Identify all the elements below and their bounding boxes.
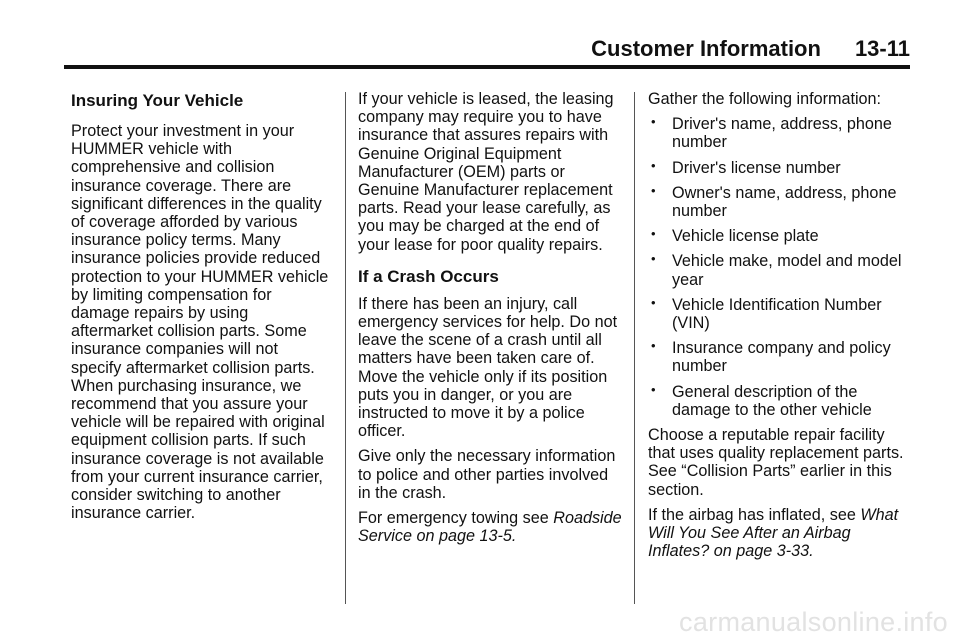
crash-paragraph: If there has been an injury, call emergency services for help. Do not leave the scene of a crash until all matters have been taken care of. Move the vehicle only if its position puts you in danger, or you are instructed to move it by a police officer.: [358, 294, 618, 441]
page-header: [64, 34, 910, 64]
list-item: • General description of the damage to the other vehicle: [648, 383, 913, 419]
towing-reference-link[interactable]: Roadside Service on page 13-5.: [358, 509, 622, 546]
information-list: [648, 115, 913, 419]
section-heading-crash: If a Crash Occurs: [358, 266, 499, 286]
repair-paragraph: Choose a reputable repair facility that uses quality replacement parts. See “Collision Parts” earlier in this section.: [648, 426, 904, 499]
airbag-paragraph: [648, 506, 913, 561]
towing-text: For emergency towing see: [358, 509, 549, 528]
airbag-text: If the airbag has inflated, see: [648, 505, 856, 524]
column-divider: [345, 92, 346, 604]
list-item: • Vehicle make, model and model year: [648, 252, 913, 288]
list-item: • Owner's name, address, phone number: [648, 184, 913, 220]
column-2: [358, 90, 623, 552]
column-1: [71, 90, 329, 529]
header-rule: [64, 65, 910, 69]
section-title: Customer Information: [591, 36, 821, 61]
list-item: • Vehicle license plate: [648, 227, 913, 245]
gather-intro: Gather the following information:: [648, 90, 882, 108]
list-item: • Vehicle Identification Number (VIN): [648, 296, 913, 332]
airbag-reference-link[interactable]: What Will You See After an Airbag Inflates? on page 3-33.: [648, 505, 899, 561]
info-paragraph: Give only the necessary information to police and other parties involved in the crash.: [358, 447, 616, 502]
list-item: • Driver's license number: [648, 159, 913, 177]
towing-paragraph: [358, 509, 623, 545]
section-heading-insuring: Insuring Your Vehicle: [71, 91, 244, 110]
lease-paragraph: If your vehicle is leased, the leasing company may require you to have insurance that assures repairs with Genuine Original Equipment Manufacturer (OEM) parts or Genuine Manufacturer replacement parts. Read your lease carefully, as you may be charged at the end of your lease for poor quality repairs.: [358, 90, 614, 254]
list-item: • Driver's name, address, phone number: [648, 115, 913, 151]
insurance-paragraph: Protect your investment in your HUMMER vehicle with comprehensive and collision insurance coverage. There are significant differences in the quality of coverage afforded by various insurance policy terms. Many insurance policies provide reduced protection to your HUMMER vehicle by limiting compensation for damage repairs by using aftermarket collision parts. Some insurance companies will not specify aftermarket collision parts. When purchasing insurance, we recommend that you assure your vehicle will be repaired with original equipment collision parts. If such insurance coverage is not available from your current insurance carrier, consider switching to another insurance carrier.: [71, 122, 329, 523]
column-3: [648, 90, 913, 567]
page-number: 13-11: [854, 36, 910, 61]
watermark: carmanualsonline.info: [679, 607, 948, 637]
list-item: • Insurance company and policy number: [648, 339, 913, 375]
column-divider: [634, 92, 635, 604]
